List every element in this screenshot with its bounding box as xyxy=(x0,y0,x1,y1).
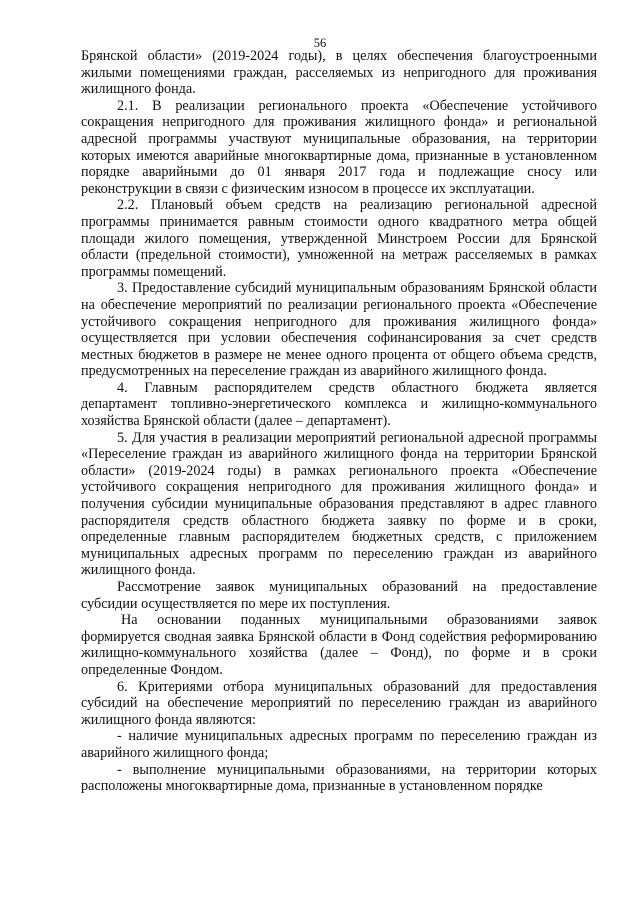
paragraph-4: 4. Главным распорядителем средств областного бюджета является департамент топливно-энергетического комплекса и жилищно-коммунального хозяйства Брянской области (далее – департамент). xyxy=(81,379,597,430)
paragraph-2-2: 2.2. Плановый объем средств на реализацию региональной адресной программы принимается равным стоимости одного квадратного метра общей площади жилого помещения, утвержденной Минстроем России для Брянской области (предельной стоимости), умноженной на метраж расселяемых в рамках программы помещений. xyxy=(81,197,597,280)
page-number: 56 xyxy=(313,36,327,50)
paragraph-review-of-applications: Рассмотрение заявок муниципальных образований на предоставление субсидии осуществляется по мере их поступления. xyxy=(81,579,597,612)
paragraph-5: 5. Для участия в реализации мероприятий региональной адресной программы «Переселение граждан из аварийного жилищного фонда на территории Брянской области» (2019-2024 годы) в рамках регионального проекта «Обеспечение устойчивого сокращения непригодного для проживания жилищного фонда» и получения субсидии муниципальные образования представляют в адрес главного распорядителя средств областного бюджета заявку по форме и в сроки, определенные главным распорядителем бюджетных средств, с приложением муниципальных адресных программ по переселению граждан из аварийного жилищного фонда. xyxy=(81,429,597,579)
paragraph-2-1: 2.1. В реализации регионального проекта «Обеспечение устойчивого сокращения непригодного для проживания жилищного фонда» и региональной адресной программы участвуют муниципальные образования, на территории которых имеются аварийные многоквартирные дома, признанные в установленном порядке аварийными до 01 января 2017 года и подлежащие сносу или реконструкции в связи с физическим износом в процессе их эксплуатации. xyxy=(81,97,597,197)
paragraph-6: 6. Критериями отбора муниципальных образований для предоставления субсидий на обеспечение мероприятий по переселению граждан из аварийного жилищного фонда являются: xyxy=(81,678,597,728)
paragraph-3: 3. Предоставление субсидий муниципальным образованиям Брянской области на обеспечение мероприятий по реализации регионального проекта «Обеспечение устойчивого сокращения непригодного для проживания жилищного фонда» осуществляется при условии обеспечения софинансирования за счет средств местных бюджетов в размере не менее одного процента от общего объема средств, предусмотренных на переселение граждан из аварийного жилищного фонда. xyxy=(81,280,597,380)
paragraph-consolidated-application: На основании поданных муниципальными образованиями заявок формируется сводная заявка Брянской области в Фонд содействия реформированию жилищно-коммунального хозяйства (далее – Фонд), по форме и в сроки определенные Фондом. xyxy=(81,612,597,678)
criterion-item-1: - наличие муниципальных адресных программ по переселению граждан из аварийного жилищного фонда; xyxy=(81,728,597,761)
paragraph-intro-continuation: Брянской области» (2019-2024 годы), в целях обеспечения благоустроенными жилыми помещениями граждан, расселяемых из непригодного для проживания жилищного фонда. xyxy=(81,48,597,98)
criterion-item-2: - выполнение муниципальными образованиями, на территории которых расположены многоквартирные дома, признанные в установленном порядке xyxy=(81,761,597,795)
document-body xyxy=(81,48,597,795)
